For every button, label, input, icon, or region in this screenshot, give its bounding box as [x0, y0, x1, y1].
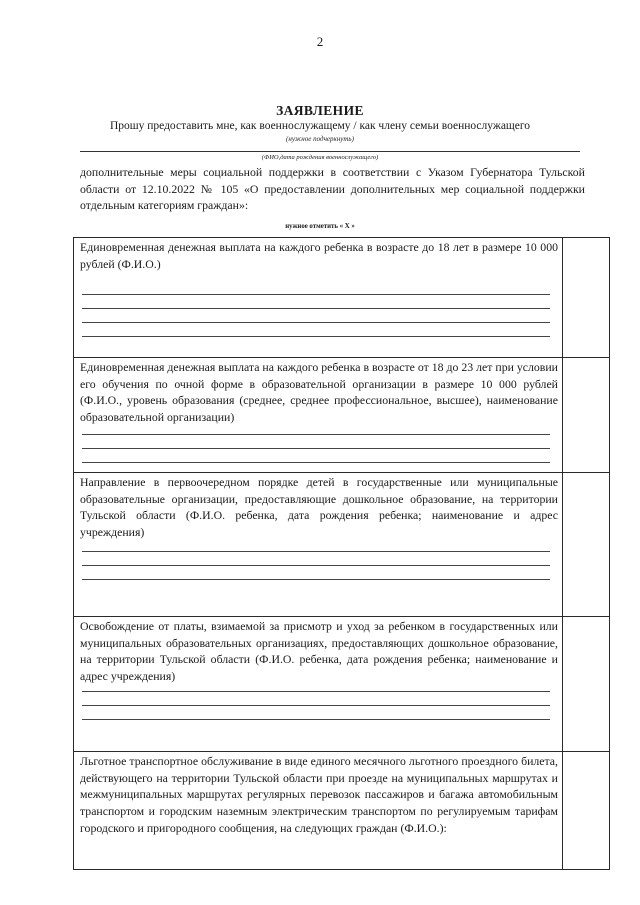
mark-checkbox-cell[interactable]	[563, 238, 610, 358]
mark-checkbox-cell[interactable]	[563, 752, 610, 870]
option-text-cell	[74, 238, 563, 358]
mark-checkbox-cell[interactable]	[563, 358, 610, 473]
option-text: Единовременная денежная выплата на каждого ребенка в возрасте до 18 лет в размере 10 000 рублей (Ф.И.О.)	[80, 240, 558, 271]
request-line: Прошу предоставить мне, как военнослужащему / как члену семьи военнослужащего	[109, 120, 531, 132]
answer-line[interactable]	[82, 579, 550, 580]
option-row	[74, 617, 610, 752]
mark-checkbox-cell[interactable]	[563, 473, 610, 617]
answer-line[interactable]	[82, 462, 550, 463]
intro-paragraph: дополнительные меры социальной поддержки в соответствии с Указом Губернатора Тульской области от 12.10.2022 № 105 «О предоставлении дополнительных мер социальной поддержки отдельным категориям граждан»:	[80, 165, 585, 212]
answer-line[interactable]	[82, 336, 550, 337]
option-text-cell	[74, 752, 563, 870]
answer-line[interactable]	[82, 719, 550, 720]
option-row	[74, 238, 610, 358]
option-row	[74, 473, 610, 617]
option-text: Льготное транспортное обслуживание в виде единого месячного льготного проездного билета, действующего на территории Тульской области при проезде на муниципальных маршрутах и межмуниципальных маршрутах регулярных перевозок пассажиров и багажа автомобильным транспортом и городским наземным электрическим транспортом по регулируемым тарифам городского и пригородного сообщения, на следующих граждан (Ф.И.О.):	[80, 754, 558, 835]
options-table	[73, 237, 610, 870]
option-text: Освобождение от платы, взимаемой за присмотр и уход за ребенком в государственных или муниципальных образовательных организациях, предоставляющих дошкольное образование, на территории Тульской области (Ф.И.О. ребенка, дата рождения ребенка; наименование и адрес учреждения)	[80, 619, 558, 684]
mark-checkbox-cell[interactable]	[563, 617, 610, 752]
option-text-cell	[74, 617, 563, 752]
option-text-cell	[74, 473, 563, 617]
option-row	[74, 358, 610, 473]
option-text: Единовременная денежная выплата на каждого ребенка в возрасте от 18 до 23 лет при условии его обучения по очной форме в образовательной организации в размере 10 000 рублей (Ф.И.О., уровень образования (среднее, среднее профессиональное, высшее), наименование образовательной организации)	[80, 360, 558, 425]
fio-hint: (ФИО,дата рождения военнослужащего)	[261, 154, 379, 161]
option-text: Направление в первоочередном порядке детей в государственные или муниципальные образовательные организации, предоставляющие дошкольное образование, на территории Тульской области (Ф.И.О. ребенка, дата рождения ребенка; наименование и адрес учреждения)	[80, 475, 558, 540]
page-number: 2	[316, 34, 324, 49]
mark-note: нужное отметить « Х »	[285, 223, 355, 230]
option-row	[74, 752, 610, 870]
option-text-cell	[74, 358, 563, 473]
document-title: ЗАЯВЛЕНИЕ	[276, 103, 364, 118]
fio-fill-line[interactable]	[80, 151, 580, 152]
underline-hint: (нужное подчеркнуть)	[286, 135, 354, 143]
